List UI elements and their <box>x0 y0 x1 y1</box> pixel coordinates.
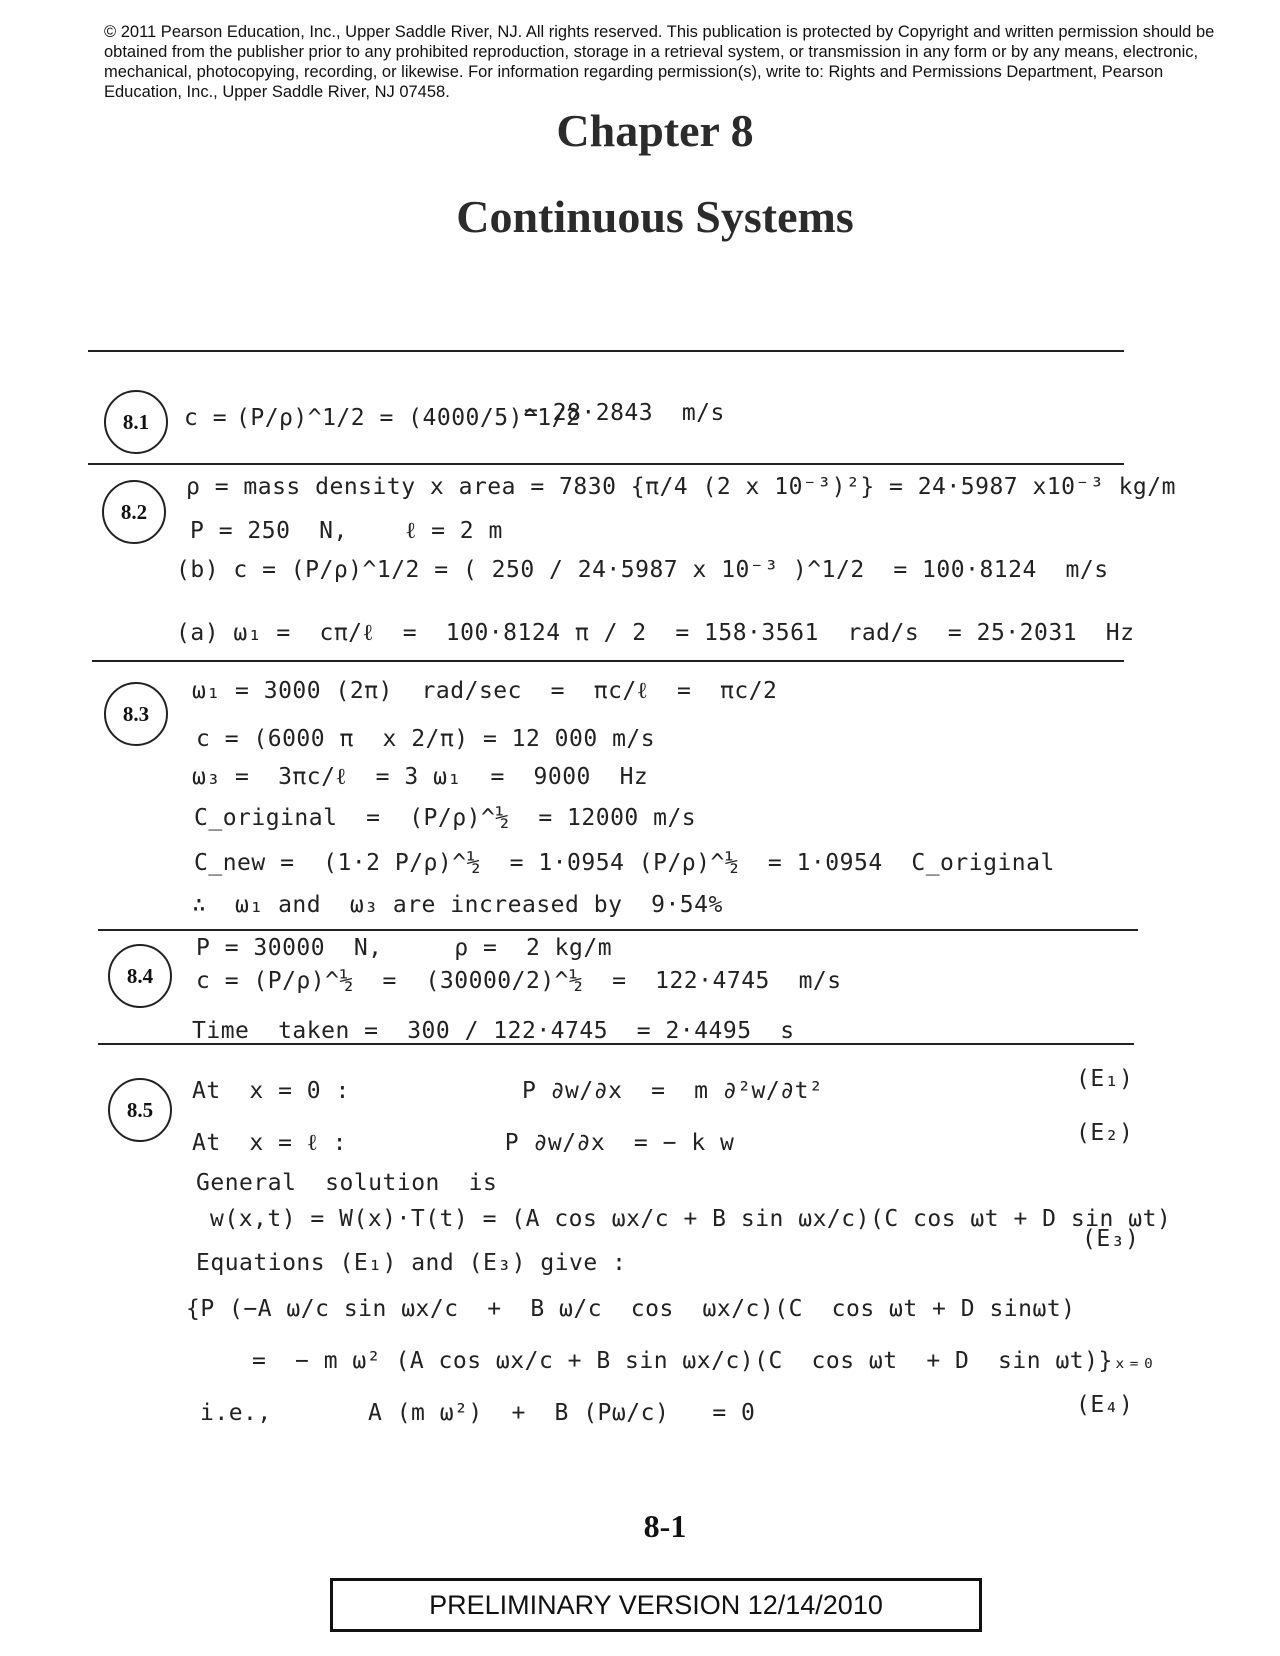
problem-8-4-text: Time taken = 300 / 122·4745 = 2·4495 s <box>192 1018 795 1044</box>
problem-number: 8.1 <box>104 390 168 454</box>
problem-8-4-text: P = 30000 N, ρ = 2 kg/m <box>196 935 613 961</box>
chapter-title: Chapter 8 <box>556 105 754 156</box>
equation-tag: (E₁) <box>1076 1066 1134 1092</box>
problem-8-5-text: Equations (E₁) and (E₃) give : <box>196 1250 627 1276</box>
chapter-subtitle: Continuous Systems <box>456 191 854 242</box>
problem-8-5-text: At x = 0 : P ∂w/∂x = m ∂²w/∂t² <box>192 1078 824 1104</box>
problem-8-3-text: ω₃ = 3πc/ℓ = 3 ω₁ = 9000 Hz <box>192 764 649 790</box>
equation-tag: (E₄) <box>1076 1392 1134 1418</box>
problem-number: 8.3 <box>104 682 168 746</box>
problem-8-2-text: (b) c = (P/ρ)^1/2 = ( 250 / 24·5987 x 10⁻³ )^1/2 = 100·8124 m/s <box>176 557 1109 583</box>
copyright-notice: © 2011 Pearson Education, Inc., Upper Saddle River, NJ. All rights reserved. This publication is protected by Copyright and written permission should be obtained from the publisher prior to any prohibited reproduction, storage in a retrieval system, or transmission in any form or by any means, electronic, mechanical, photocopying, recording, or likewise. For information regarding permission(s), write to: Rights and Permissions Department, Pearson Education, Inc., Upper Saddle River, NJ 07458. <box>104 23 1215 101</box>
equation-tag: (E₃) <box>1082 1226 1140 1252</box>
problem-8-2-text: (a) ω₁ = cπ/ℓ = 100·8124 π / 2 = 158·3561 rad/s = 25·2031 Hz <box>176 620 1135 646</box>
problem-8-5-text: At x = ℓ : P ∂w/∂x = − k w <box>192 1130 735 1156</box>
problem-8-2-text: ρ = mass density x area = 7830 {π/4 (2 x 10⁻³)²} = 24·5987 x10⁻³ kg/m <box>186 474 1176 500</box>
problem-number: 8.2 <box>102 480 166 544</box>
divider-8-2 <box>92 660 1124 662</box>
problem-8-3-text: c = (6000 π x 2/π) = 12 000 m/s <box>196 726 656 752</box>
problem-8-5-text: General solution is <box>196 1170 498 1196</box>
preliminary-version-box: PRELIMINARY VERSION 12/14/2010 <box>330 1578 982 1632</box>
problem-8-2-text: P = 250 N, ℓ = 2 m <box>190 518 503 544</box>
page-number: 8-1 <box>643 1508 687 1544</box>
problem-number: 8.4 <box>108 944 172 1008</box>
problem-8-3-text: ∴ ω₁ and ω₃ are increased by 9·54% <box>192 892 723 918</box>
problem-8-5-text: {P (−A ω/c sin ωx/c + B ω/c cos ωx/c)(C cos ωt + D sinωt) <box>186 1296 1076 1322</box>
problem-8-5-text: = − m ω² (A cos ωx/c + B sin ωx/c)(C cos ωt + D sin ωt)}ₓ₌₀ <box>252 1348 1156 1374</box>
problem-8-1-text: c = <box>184 405 228 431</box>
problem-8-1-text: (P/ρ)^1/2 = (4000/5)^1/2 <box>236 405 581 431</box>
problem-8-5-text: A (m ω²) + B (Pω/c) = 0 <box>368 1400 756 1426</box>
equation-tag: (E₂) <box>1076 1120 1134 1146</box>
problem-8-1-text: = 28·2843 m/s <box>524 400 725 426</box>
divider-top <box>88 350 1124 352</box>
divider-8-1 <box>88 463 1124 465</box>
problem-8-4-text: c = (P/ρ)^½ = (30000/2)^½ = 122·4745 m/s <box>196 968 842 994</box>
problem-8-5-text: w(x,t) = W(x)·T(t) = (A cos ωx/c + B sin ωx/c)(C cos ωt + D sin ωt) <box>210 1206 1172 1232</box>
problem-8-3-text: C_original = (P/ρ)^½ = 12000 m/s <box>194 805 697 831</box>
divider-8-3 <box>98 929 1138 931</box>
problem-number: 8.5 <box>108 1078 172 1142</box>
problem-8-5-text: i.e., <box>200 1400 272 1426</box>
problem-8-3-text: C_new = (1·2 P/ρ)^½ = 1·0954 (P/ρ)^½ = 1·0954 C_original <box>194 850 1055 876</box>
problem-8-3-text: ω₁ = 3000 (2π) rad/sec = πc/ℓ = πc/2 <box>192 678 778 704</box>
